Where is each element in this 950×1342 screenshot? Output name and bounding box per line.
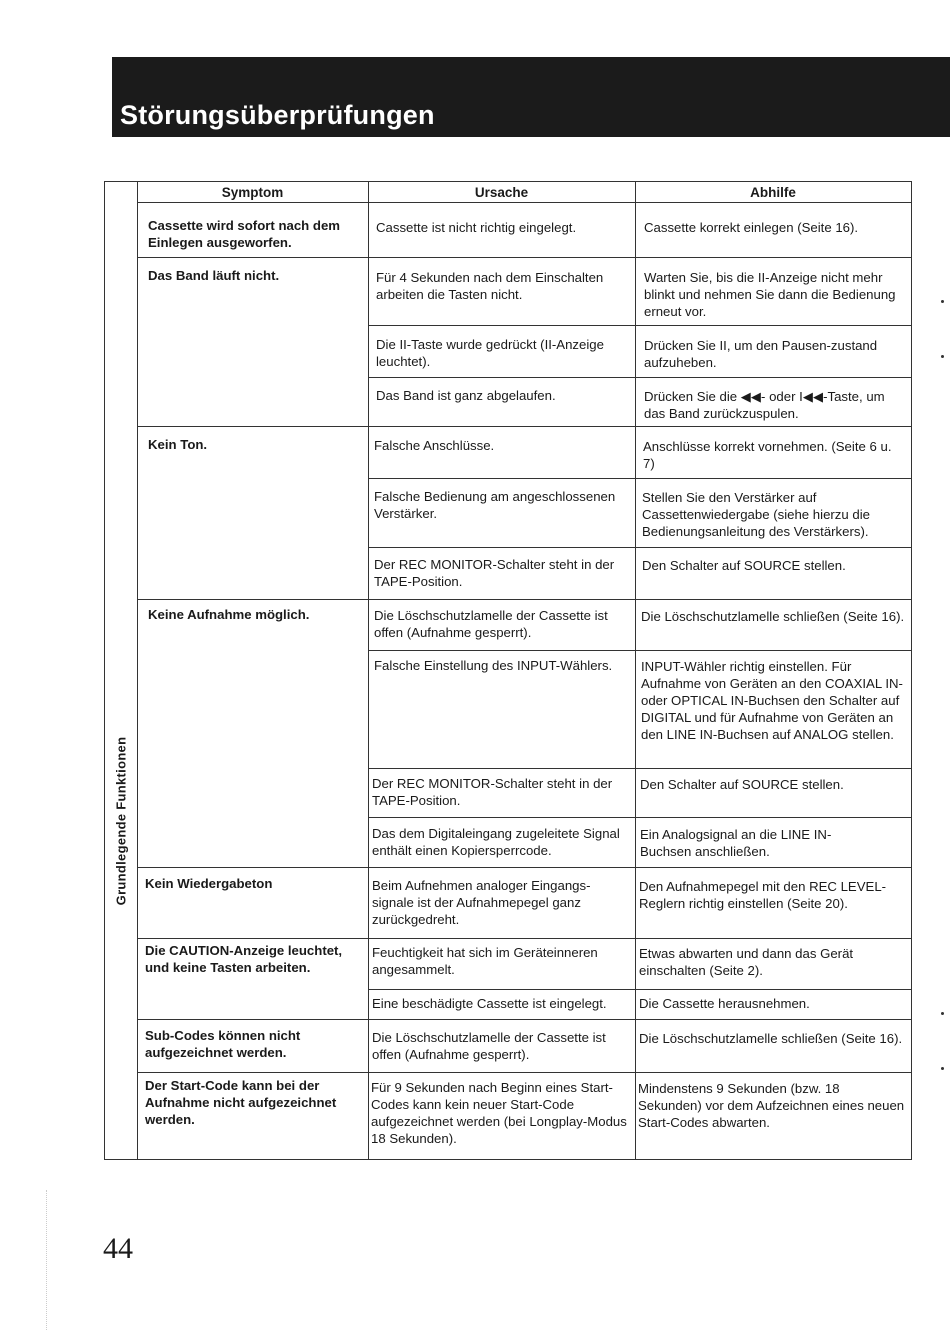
- header-rule: [137, 202, 911, 203]
- remedy-cell: Mindenstens 9 Sekunden (bzw. 18 Sekunden) vor dem Aufzeichnen eines neuen Start-Codes abwarten.: [638, 1081, 905, 1130]
- header-cause: Ursache: [474, 185, 529, 200]
- sidebar-column: [105, 181, 138, 1160]
- edge-mark: [941, 1067, 944, 1070]
- cause-cell: Cassette ist nicht richtig eingelegt.: [376, 220, 577, 235]
- cause-cell: Für 9 Sekunden nach Beginn eines Start-Codes kann kein neuer Start-Code aufgezeichnet werden (bei Longplay-Modus 18 Sekunden).: [371, 1080, 627, 1146]
- cause-cell: Eine beschädigte Cassette ist eingelegt.: [372, 996, 607, 1011]
- cause-cell: Der REC MONITOR-Schalter steht in der TAPE-Position.: [374, 557, 615, 589]
- remedy-cell: Stellen Sie den Verstärker auf Cassettenwiedergabe (siehe hierzu die Bedienungsanleitung des Verstärkers).: [642, 490, 870, 539]
- cause-cell: Die II-Taste wurde gedrückt (II-Anzeige leuchtet).: [376, 337, 604, 369]
- row-rule: [368, 377, 911, 378]
- group-rule: [137, 257, 911, 258]
- page-number: 44: [103, 1232, 133, 1265]
- cause-cell: Für 4 Sekunden nach dem Einschalten arbeiten die Tasten nicht.: [376, 270, 604, 302]
- title-bar: [112, 57, 950, 137]
- header-symptom: Symptom: [221, 185, 284, 200]
- remedy-cell: Cassette korrekt einlegen (Seite 16).: [644, 220, 859, 235]
- group-rule: [137, 1019, 911, 1020]
- remedy-cell: Anschlüsse korrekt vornehmen. (Seite 6 u. 7): [643, 439, 892, 471]
- troubleshooting-table: [104, 181, 912, 1160]
- cause-cell: Feuchtigkeit hat sich im Geräteinneren angesammelt.: [372, 945, 598, 977]
- row-rule: [368, 478, 911, 479]
- cause-cell: Die Löschschutzlamelle der Cassette ist offen (Aufnahme gesperrt).: [372, 1030, 606, 1062]
- group-rule: [137, 599, 911, 600]
- symptom-cell: Kein Wiedergabeton: [145, 876, 273, 891]
- edge-mark: [941, 1012, 944, 1015]
- cause-cell: Falsche Einstellung des INPUT-Wählers.: [374, 658, 613, 673]
- row-rule: [368, 325, 911, 326]
- group-rule: [137, 1072, 911, 1073]
- group-rule: [137, 426, 911, 427]
- cause-cell: Falsche Bedienung am angeschlossenen Verstärker.: [374, 489, 616, 521]
- column-divider-symptom: [368, 181, 369, 1160]
- symptom-cell: Die CAUTION-Anzeige leuchtet, und keine Tasten arbeiten.: [145, 943, 343, 975]
- group-rule: [137, 867, 911, 868]
- cause-cell: Das dem Digitaleingang zugeleitete Signal enthält einen Kopiersperrcode.: [372, 826, 620, 858]
- symptom-cell: Das Band läuft nicht.: [148, 268, 280, 283]
- row-rule: [368, 547, 911, 548]
- remedy-cell: Die Cassette herausnehmen.: [639, 996, 810, 1011]
- row-rule: [368, 817, 911, 818]
- cause-cell: Der REC MONITOR-Schalter steht in der TAPE-Position.: [372, 776, 613, 808]
- page-title: Störungsüberprüfungen: [120, 100, 435, 130]
- header-remedy: Abhilfe: [750, 185, 796, 200]
- remedy-cell: Ein Analogsignal an die LINE IN-Buchsen anschließen.: [640, 827, 832, 859]
- remedy-cell: Den Aufnahmepegel mit den REC LEVEL-Reglern richtig einstellen (Seite 20).: [639, 879, 887, 911]
- group-rule: [137, 938, 911, 939]
- remedy-cell: Die Löschschutzlamelle schließen (Seite 16).: [641, 609, 905, 624]
- remedy-cell: Warten Sie, bis die II-Anzeige nicht mehr blinkt und nehmen Sie dann die Bedienung erneut vor.: [644, 270, 896, 319]
- table-top-border: [105, 181, 911, 182]
- column-divider-cause: [635, 181, 636, 1160]
- row-rule: [368, 989, 911, 990]
- symptom-cell: Keine Aufnahme möglich.: [148, 607, 310, 622]
- remedy-cell: Den Schalter auf SOURCE stellen.: [640, 777, 844, 792]
- remedy-cell: Etwas abwarten und dann das Gerät einschalten (Seite 2).: [639, 946, 854, 978]
- cause-cell: Die Löschschutzlamelle der Cassette ist offen (Aufnahme gesperrt).: [374, 608, 608, 640]
- edge-mark: [941, 300, 944, 303]
- symptom-cell: Kein Ton.: [148, 437, 208, 452]
- remedy-cell: INPUT-Wähler richtig einstellen. Für Aufnahme von Geräten an den COAXIAL IN- oder OPTICAL IN-Buchsen den Schalter auf DIGITAL und für Aufnahme von Geräten an den LINE IN-Buchsen auf ANALOG stellen.: [641, 659, 903, 742]
- margin-dots: [46, 1190, 48, 1330]
- cause-cell: Beim Aufnehmen analoger Eingangs-signale ist der Aufnahmepegel ganz zurückgedreht.: [372, 878, 591, 927]
- remedy-cell: Drücken Sie II, um den Pausen-zustand aufzuheben.: [644, 338, 878, 370]
- table-bottom-border: [105, 1159, 911, 1160]
- edge-mark: [941, 355, 944, 358]
- remedy-cell: Die Löschschutzlamelle schließen (Seite 16).: [639, 1031, 903, 1046]
- remedy-cell: Den Schalter auf SOURCE stellen.: [642, 558, 846, 573]
- sidebar-label: Grundlegende Funktionen: [113, 736, 129, 906]
- row-rule: [368, 768, 911, 769]
- symptom-cell: Sub-Codes können nicht aufgezeichnet werden.: [145, 1028, 301, 1060]
- row-rule: [368, 650, 911, 651]
- symptom-cell: Der Start-Code kann bei der Aufnahme nicht aufgezeichnet werden.: [145, 1078, 337, 1127]
- cause-cell: Falsche Anschlüsse.: [374, 438, 495, 453]
- cause-cell: Das Band ist ganz abgelaufen.: [376, 388, 556, 403]
- remedy-cell: Drücken Sie die ◀◀- oder I◀◀-Taste, um das Band zurückzuspulen.: [644, 389, 885, 421]
- symptom-cell: Cassette wird sofort nach dem Einlegen ausgeworfen.: [148, 218, 340, 250]
